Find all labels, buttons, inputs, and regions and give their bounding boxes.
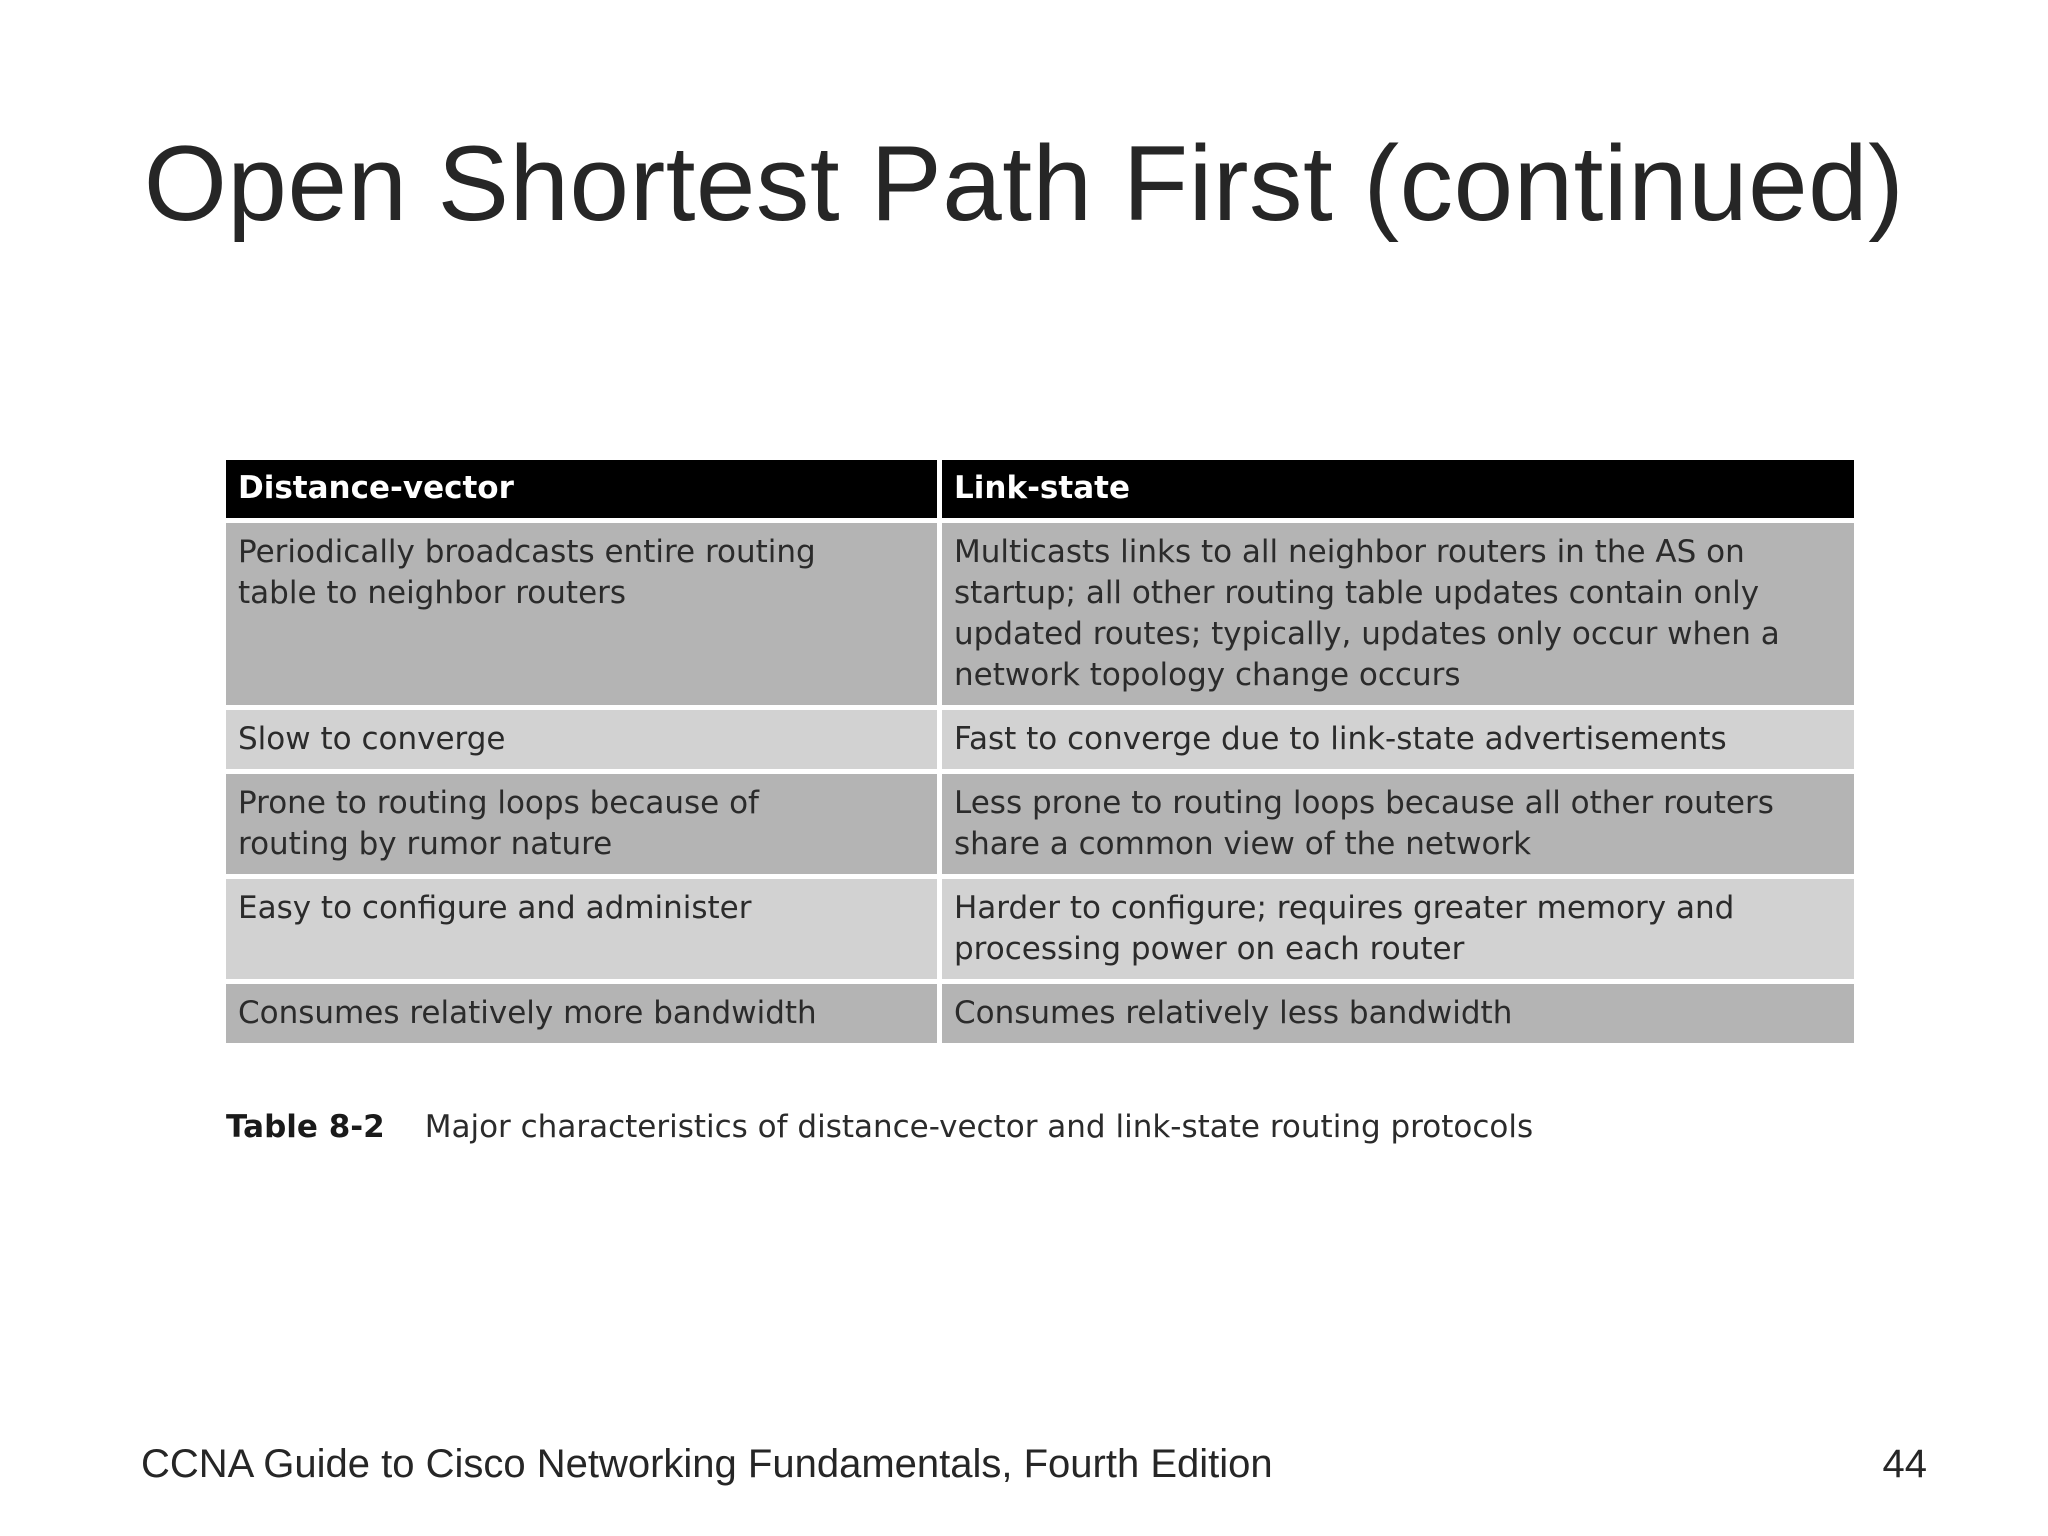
header-distance-vector: Distance-vector xyxy=(226,460,937,518)
comparison-table-container xyxy=(226,460,1854,1048)
table-cell: Slow to converge xyxy=(226,710,937,769)
table-caption-label: Table 8-2 xyxy=(226,1109,385,1145)
table-caption xyxy=(226,1106,1533,1148)
table-cell: Harder to configure; requires greater memory and processing power on each router xyxy=(942,879,1854,979)
comparison-table xyxy=(221,455,1859,1048)
table-cell: Fast to converge due to link-state advertisements xyxy=(942,710,1854,769)
slide-title: Open Shortest Path First (continued) xyxy=(143,123,1905,243)
table-cell: Consumes relatively less bandwidth xyxy=(942,984,1854,1043)
table-header-row xyxy=(226,460,1854,518)
table-row xyxy=(226,879,1854,979)
table-row xyxy=(226,523,1854,705)
footer-page-number: 44 xyxy=(1882,1442,1927,1486)
table-cell: Periodically broadcasts entire routing table to neighbor routers xyxy=(226,523,937,705)
table-caption-text: Major characteristics of distance-vector and link-state routing protocols xyxy=(424,1109,1534,1145)
table-cell: Multicasts links to all neighbor routers in the AS on startup; all other routing table updates contain only updated routes; typically, updates only occur when a network topology change occurs xyxy=(942,523,1854,705)
header-link-state: Link-state xyxy=(942,460,1854,518)
table-cell: Prone to routing loops because of routing by rumor nature xyxy=(226,774,937,874)
table-row xyxy=(226,710,1854,769)
table-cell: Consumes relatively more bandwidth xyxy=(226,984,937,1043)
table-row xyxy=(226,984,1854,1043)
table-cell: Less prone to routing loops because all other routers share a common view of the network xyxy=(942,774,1854,874)
table-row xyxy=(226,774,1854,874)
table-cell: Easy to configure and administer xyxy=(226,879,937,979)
footer-book-title: CCNA Guide to Cisco Networking Fundamentals, Fourth Edition xyxy=(141,1442,1273,1486)
